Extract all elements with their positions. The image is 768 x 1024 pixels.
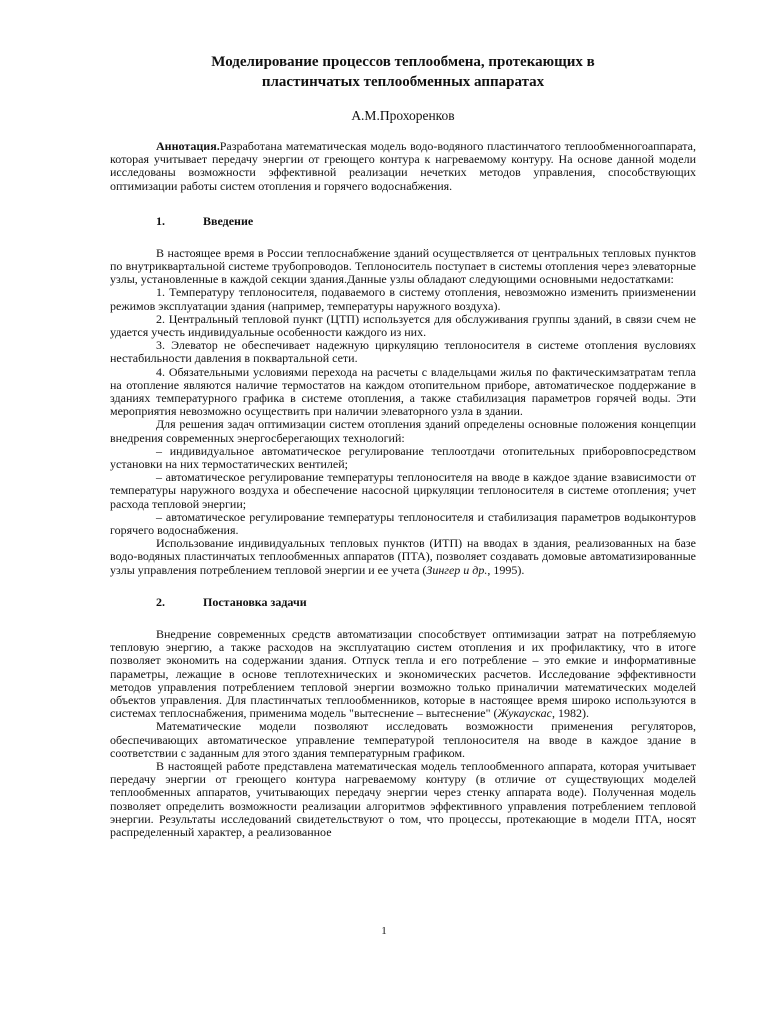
section-1-bullet-1: – индивидуальное автоматическое регулирование теплоотдачи отопительных приборовпосредством установки на них термостатических вентилей; — [110, 443, 696, 472]
section-1-item-4: 4. Обязательными условиями перехода на расчеты с владельцами жилья по фактическимзатратам тепла на отопление являются наличие термостатов на каждом отопительном приборе, автоматическое поддержание в зданиях температурного графика в системе отопления, а также стабилизация параметров горячей воды. Эти мероприятия невозможно осуществить при наличии элеваторного узла в здании. — [110, 364, 696, 419]
section-2-number: 2. — [156, 594, 165, 609]
citation-zinger: Зингер и др. — [426, 562, 488, 577]
section-1-number: 1. — [156, 213, 165, 228]
section-2-paragraph-3: В настоящей работе представлена математическая модель теплообменного аппарата, которая учитывает передачу энергии от греющего контура нагреваемому контуру (в отличие от существующих моделей теплообменных аппаратов, учитывающих передачу энергии через стенку аппарата воде). Полученная модель позволяет определить возможности реализации алгоритмов эффективного управления потреблением тепловой энергии. Результаты исследований свидетельствуют о том, что процессы, протекающие в модели ПТА, носят распределенный характер, а реализованное — [110, 758, 696, 839]
section-2-paragraph-1-end: , 1982). — [551, 706, 589, 721]
section-1-title: Введение — [203, 213, 254, 228]
section-1-paragraph-1: В настоящее время в России теплоснабжение зданий осуществляется от центральных тепловых пунктов по внутриквартальной системе трубопроводов. Теплоноситель поступает в системы отопления через элеваторные узлы, установленные в каждой секции здания.Данные узлы обладают следующими основными недостатками: — [110, 245, 696, 287]
author: А.М.Прохоренков — [351, 108, 455, 123]
title-line-1: Моделирование процессов теплообмена, протекающих в — [211, 54, 595, 70]
abstract-label: Аннотация. — [156, 139, 220, 153]
paper-title — [110, 52, 696, 92]
section-1-heading — [110, 214, 696, 228]
section-1-paragraph-3-text: Использование индивидуальных тепловых пунктов (ИТП) на вводах в здания, реализованных на базе водо-водяных пластинчатых теплообменных аппаратов (ПТА), позволяет создавать домовые автоматизированные узлы управления потреблением тепловой энергии и ее учета ( — [110, 536, 696, 577]
title-line-2: пластинчатых теплообменных аппаратах — [261, 74, 545, 90]
section-2-title: Постановка задачи — [203, 594, 307, 609]
page-number: 1 — [381, 925, 387, 937]
section-1-paragraph-3-end: , 1995). — [487, 562, 525, 577]
section-2-paragraph-1 — [110, 628, 696, 720]
section-1-item-3: 3. Элеватор не обеспечивает надежную циркуляцию теплоносителя в системе отопления вусловиях нестабильности давления в поквартальной сети. — [110, 338, 696, 366]
citation-zhukauskas: Жукаускас — [497, 706, 552, 721]
section-2-paragraph-1-text: Внедрение современных средств автоматизации способствует оптимизации затрат на потребляемую тепловую энергию, а также расходов на эксплуатацию систем отопления и их профилактику, что в итоге позволяет экономить на содержании здания. Отпуск тепла и его потребление – это емкие и информативные параметры, лежащие в основе теплотехнических и экономических расчетов. Исследование эффективности методов управления потреблением тепловой энергии возможно только приналичии математических моделей объектов управления. Для пластинчатых теплообменников, которые в настоящее время широко используются в системах теплоснабжения, применима модель "вытеснение – вытеснение" ( — [110, 626, 696, 721]
section-1-bullet-3: – автоматическое регулирование температуры теплоносителя и стабилизация параметров водыконтуров горячего водоснабжения. — [110, 509, 696, 538]
document-page — [110, 52, 696, 839]
section-1-bullet-2: – автоматическое регулирование температуры теплоносителя на вводе в каждое здание взависимости от температуры наружного воздуха и обеспечение насосной циркуляции теплоносителя в системе отопления; учет расхода тепловой энергии; — [110, 470, 696, 511]
abstract — [110, 140, 696, 193]
abstract-text: Разработана математическая модель водо-водяного пластинчатого теплообменногоаппарата, которая учитывает передачу энергии от греющего контура к нагреваемому контуру. На основе данной модели исследованы возможности эффективной реализации нечетких методов управления, способствующих оптимизации работы систем отопления и горячего водоснабжения. — [110, 139, 696, 193]
section-1-item-1: 1. Температуру теплоносителя, подаваемого в систему отопления, невозможно изменить приизменении режимов эксплуатации здания (например, температуры наружного воздуха). — [110, 285, 696, 313]
section-1-paragraph-3 — [110, 537, 696, 577]
section-2-paragraph-2: Математические модели позволяют исследовать возможности применения регуляторов, обеспечивающих автоматическое управление температурой теплоносителя на вводе в каждое здание в соответствии с заданным для этого здания температурным графиком. — [110, 719, 696, 760]
section-1-paragraph-2: Для решения задач оптимизации систем отопления зданий определены основные положения концепции внедрения современных энергосберегающих технологий: — [110, 417, 696, 445]
section-1-item-2: 2. Центральный тепловой пункт (ЦТП) используется для обслуживания группы зданий, в связи счем не удается учесть индивидуальные особенности каждого из них. — [110, 311, 696, 340]
section-2-heading — [110, 595, 696, 609]
